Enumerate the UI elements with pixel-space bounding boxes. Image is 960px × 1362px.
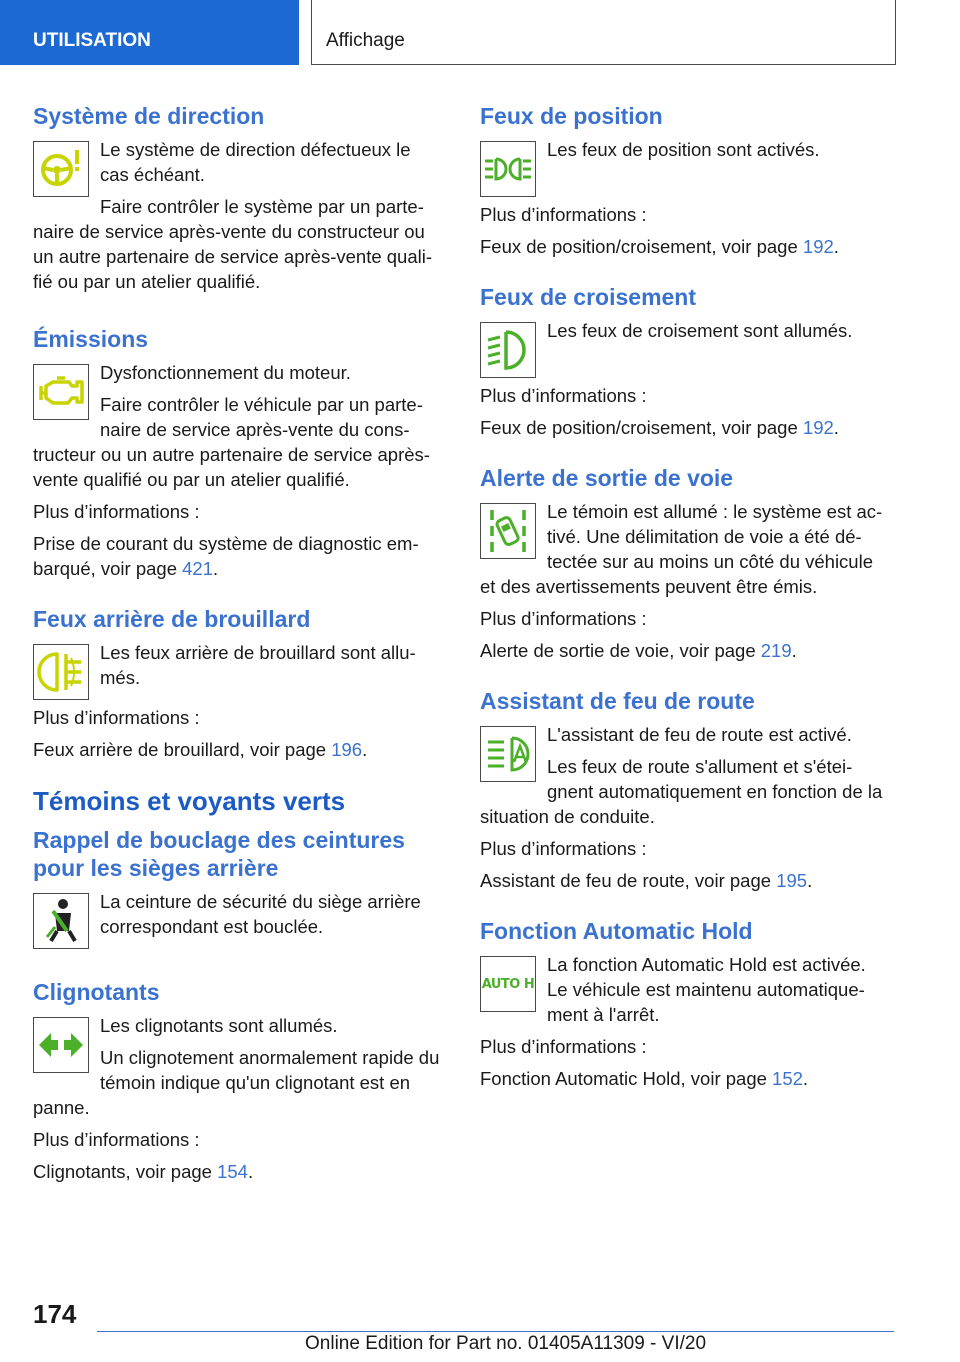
auto-hold-reference: Fonction Automatic Hold, voir page 152. [480,1068,809,1089]
low-beam-more-label: Plus d’informations : [480,385,647,406]
section-lane-departure [480,464,890,663]
high-beam-assist-more-label: Plus d’informations : [480,838,647,859]
right-column [480,102,890,1115]
steering-text-2: Faire contrôler le système par un parte-naire de service après-vente du constructeur ou un autre partenaire de service après-vente quali-fié ou par un atelier qualifié. [33,196,433,292]
low-beam-text-1: Les feux de croisement sont allumés. [547,320,853,341]
chapter-title: Affichage [326,30,405,51]
auto-hold-icon [480,956,536,1012]
section-title: UTILISATION [33,30,151,51]
footer-edition: Online Edition for Part no. 01405A11309 - VI/20 [305,1333,707,1354]
page-number: 174 [33,1299,77,1329]
heading-seatbelt: Rappel de bouclage des ceintures pour les sièges arrière [33,827,405,881]
auto-hold-more-label: Plus d’informations : [480,1036,647,1057]
position-lights-ref-text: Feux de position/croisement, voir page [480,236,803,257]
lane-departure-text-1: Le témoin est allumé : le système est ac-tivé. Une délimitation de voie a été dé-tectée sur au moins un côté du véhicule et des avertissements peuvent être émis. [480,501,883,597]
section-auto-hold [480,917,890,1091]
auto-hold-ref-text: Fonction Automatic Hold, voir page [480,1068,773,1089]
turn-signals-text-1: Les clignotants sont allumés. [100,1015,338,1036]
engine-check-icon [33,364,89,420]
heading-low-beam: Feux de croisement [480,284,697,310]
lane-departure-ref-text: Alerte de sortie de voie, voir page [480,640,761,661]
high-beam-assist-icon [480,726,536,782]
heading-turn-signals: Clignotants [33,979,160,1005]
emissions-reference: Prise de courant du système de diagnostic em-barqué, voir page 421. [33,533,419,579]
section-rear-fog [33,605,443,762]
lane-departure-more-label: Plus d’informations : [480,608,647,629]
steering-text-1: Le système de direction défectueux le cas échéant. [100,139,411,185]
seatbelt-text-1: La ceinture de sécurité du siège arrière correspondant est bouclée. [100,891,421,937]
emissions-text-2: Faire contrôler le véhicule par un parte-naire de service après-vente du cons-tructeur ou un autre partenaire de service après-vente qualifié ou par un atelier qualifié. [33,394,430,490]
section-steering [33,102,443,301]
rear-fog-more-label: Plus d’informations : [33,707,200,728]
turn-signals-reference: Clignotants, voir page 154. [33,1161,254,1182]
rear-fog-reference: Feux arrière de brouillard, voir page 196. [33,739,368,760]
rear-fog-ref-text: Feux arrière de brouillard, voir page [33,739,332,760]
section-position-lights [480,102,890,259]
auto-hold-icon-label: AUTO H [481,976,535,992]
emissions-page-link[interactable]: 421 [182,558,214,579]
position-lights-reference: Feux de position/croisement, voir page 192. [480,236,839,257]
auto-hold-text-1: La fonction Automatic Hold est activée. Le véhicule est maintenu automatique-ment à l'arrêt. [547,954,866,1025]
section-seatbelt [33,826,443,954]
section-high-beam-assist [480,687,890,893]
heading-high-beam-assist: Assistant de feu de route [480,688,755,714]
lane-departure-reference: Alerte de sortie de voie, voir page 219. [480,640,797,661]
left-column [33,102,443,1208]
section-emissions [33,325,443,581]
rear-fog-icon [33,644,89,700]
heading-steering: Système de direction [33,103,265,129]
section-low-beam [480,283,890,440]
turn-signals-page-link[interactable]: 154 [217,1161,248,1182]
high-beam-assist-ref-text: Assistant de feu de route, voir page [480,870,777,891]
low-beam-reference: Feux de position/croisement, voir page 192. [480,417,839,438]
high-beam-assist-page-link[interactable]: 195 [776,870,808,891]
emissions-ref-text: Prise de courant du système de diagnostic em-barqué, voir page [33,533,419,579]
position-lights-text-1: Les feux de position sont activés. [547,139,820,160]
chapter-tab [311,0,896,65]
section-tab [0,0,299,65]
footer-divider [97,1331,894,1332]
lane-departure-icon [480,503,536,559]
seatbelt-icon [33,893,89,949]
high-beam-assist-text-2: Les feux de route s'allument et s'étei-gnent automatiquement en fonction de la situation de conduite. [480,756,883,827]
low-beam-ref-text: Feux de position/croisement, voir page [480,417,803,438]
auto-hold-page-link[interactable]: 152 [772,1068,803,1089]
section-turn-signals [33,978,443,1184]
heading-position-lights: Feux de position [480,103,663,129]
rear-fog-page-link[interactable]: 196 [331,739,363,760]
emissions-more-label: Plus d’informations : [33,501,200,522]
heading-lane-departure: Alerte de sortie de voie [480,465,734,491]
high-beam-assist-reference: Assistant de feu de route, voir page 195. [480,870,813,891]
low-beam-icon [480,322,536,378]
turn-signal-icon [33,1017,89,1073]
turn-signals-text-2: Un clignotement anormalement rapide du témoin indique qu'un clignotant est en panne. [33,1047,440,1118]
position-lights-page-link[interactable]: 192 [802,236,834,257]
rear-fog-text-1: Les feux arrière de brouillard sont allu-més. [100,642,416,688]
turn-signals-more-label: Plus d’informations : [33,1129,200,1150]
heading-rear-fog: Feux arrière de brouillard [33,606,311,632]
position-lights-more-label: Plus d’informations : [480,204,647,225]
steering-warning-icon [33,141,89,197]
heading-green-indicators: Témoins et voyants verts [33,786,346,816]
position-lights-icon [480,141,536,197]
heading-auto-hold: Fonction Automatic Hold [480,918,753,944]
heading-emissions: Émissions [33,326,149,352]
low-beam-page-link[interactable]: 192 [802,417,834,438]
emissions-text-1: Dysfonctionnement du moteur. [100,362,351,383]
high-beam-assist-text-1: L'assistant de feu de route est activé. [547,724,852,745]
turn-signals-ref-text: Clignotants, voir page [33,1161,218,1182]
lane-departure-page-link[interactable]: 219 [760,640,792,661]
